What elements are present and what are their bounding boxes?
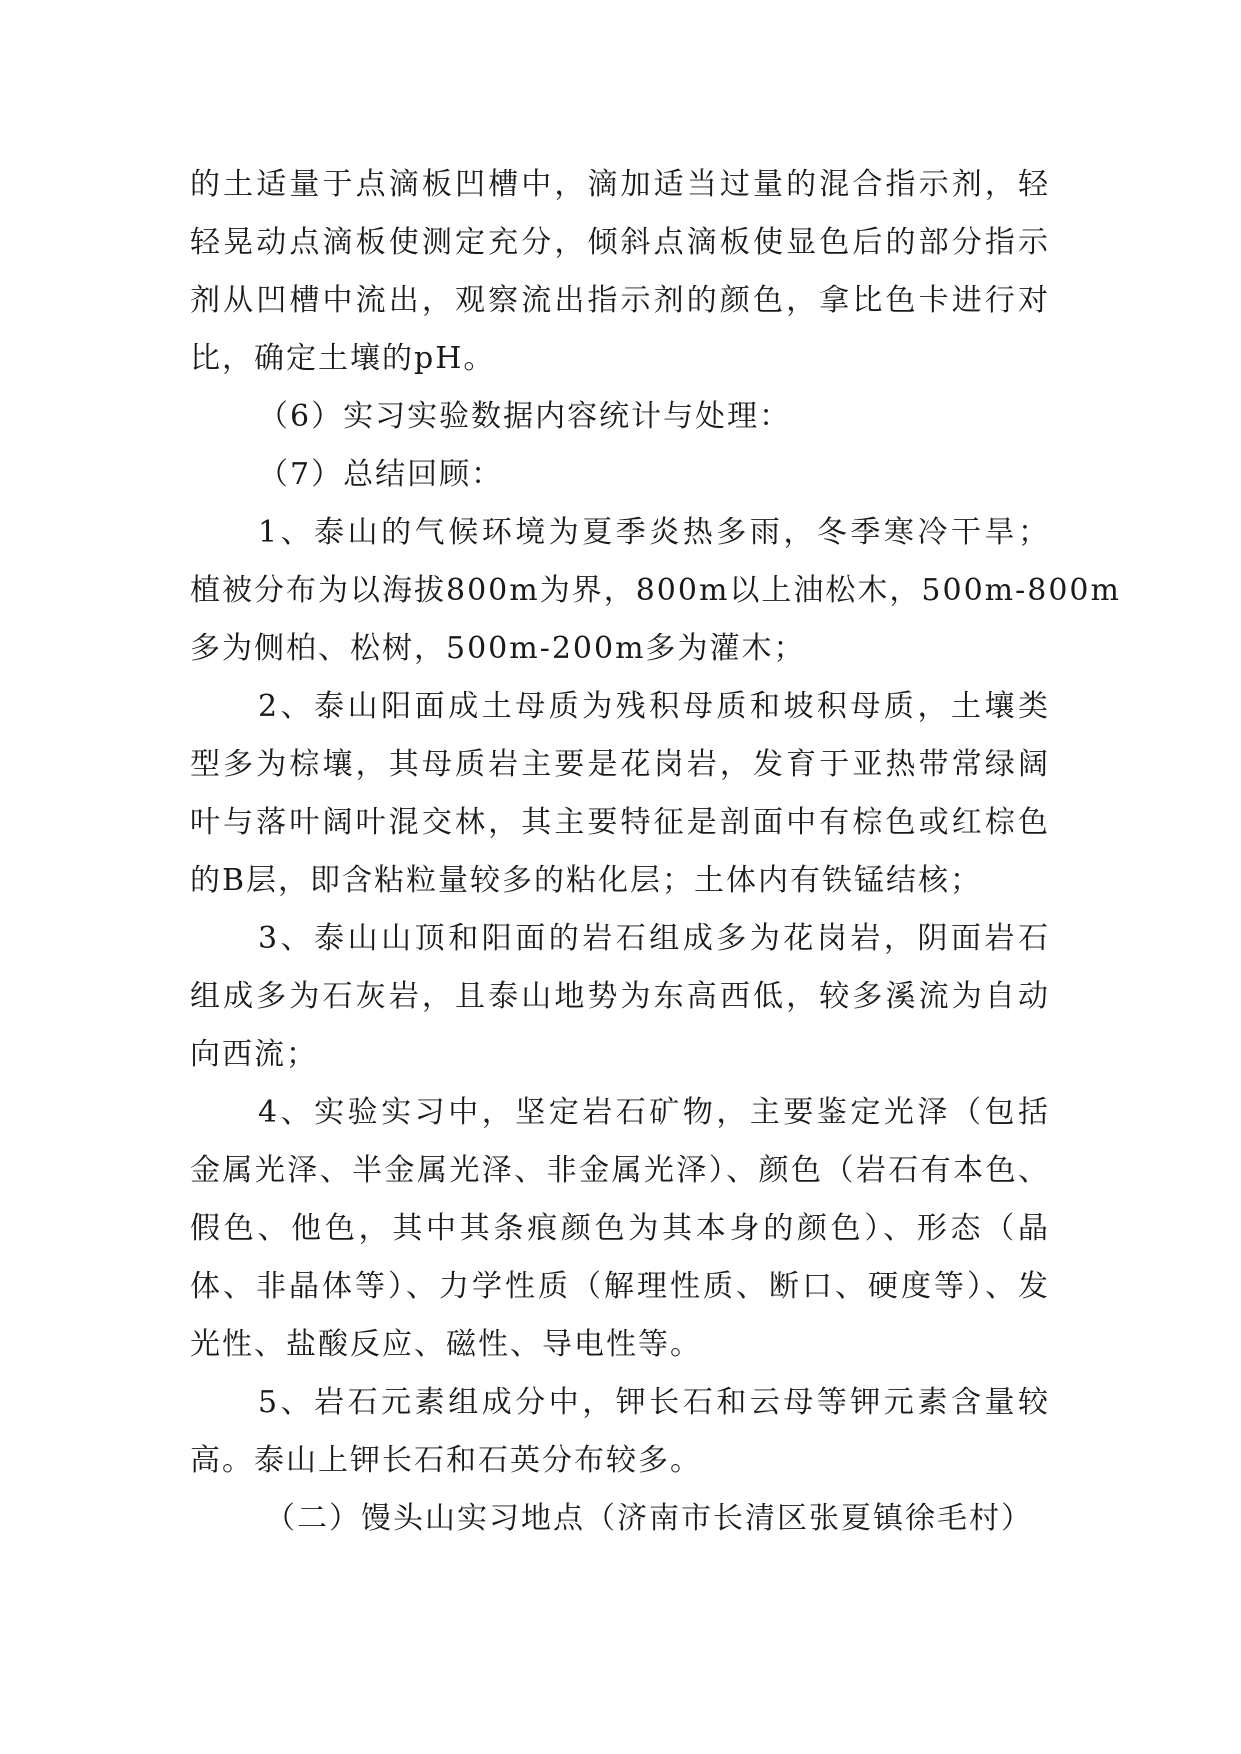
text-line: 植被分布为以海拔800m为界，800m以上油松木，500m-800m (190, 573, 1121, 608)
text-line: 假色、他色，其中其条痕颜色为其本身的颜色）、形态（晶 (190, 1211, 1050, 1246)
text-line: 的B层，即含粘粒量较多的粘化层；土体内有铁锰结核； (190, 863, 983, 898)
text-line: 光性、盐酸反应、磁性、导电性等。 (190, 1327, 702, 1362)
text-line: 金属光泽、半金属光泽、非金属光泽）、颜色（岩石有本色、 (190, 1153, 1050, 1188)
text-line: 向西流； (190, 1037, 318, 1072)
text-line: 5、岩石元素组成分中，钾长石和云母等钾元素含量较 (258, 1385, 1050, 1420)
text-line: 剂从凹槽中流出，观察流出指示剂的颜色，拿比色卡进行对 (190, 283, 1050, 318)
text-line: 1、泰山的气候环境为夏季炎热多雨，冬季寒冷干旱； (258, 515, 1050, 550)
section-heading: （6）实习实验数据内容统计与处理： (258, 399, 792, 434)
section-heading: （7）总结回顾： (258, 457, 504, 492)
text-line: 3、泰山山顶和阳面的岩石组成多为花岗岩，阴面岩石 (258, 921, 1050, 956)
text-line: 多为侧柏、松树，500m-200m多为灌木； (190, 631, 806, 666)
text-line: 比，确定土壤的pH。 (190, 341, 496, 376)
text-line: 轻晃动点滴板使测定充分，倾斜点滴板使显色后的部分指示 (190, 225, 1050, 260)
text-line: 叶与落叶阔叶混交林，其主要特征是剖面中有棕色或红棕色 (190, 805, 1050, 840)
section-heading: （二）馒头山实习地点（济南市长清区张夏镇徐毛村） (265, 1501, 1033, 1536)
text-line: 2、泰山阳面成土母质为残积母质和坡积母质，土壤类 (258, 689, 1050, 724)
text-line: 组成多为石灰岩，且泰山地势为东高西低，较多溪流为自动 (190, 979, 1050, 1014)
text-line: 体、非晶体等）、力学性质（解理性质、断口、硬度等）、发 (190, 1269, 1050, 1304)
text-line: 型多为棕壤，其母质岩主要是花岗岩，发育于亚热带常绿阔 (190, 747, 1050, 782)
text-line: 高。泰山上钾长石和石英分布较多。 (190, 1443, 702, 1478)
text-line: 的土适量于点滴板凹槽中，滴加适当过量的混合指示剂，轻 (190, 167, 1050, 202)
text-line: 4、实验实习中，坚定岩石矿物，主要鉴定光泽（包括 (258, 1095, 1050, 1130)
